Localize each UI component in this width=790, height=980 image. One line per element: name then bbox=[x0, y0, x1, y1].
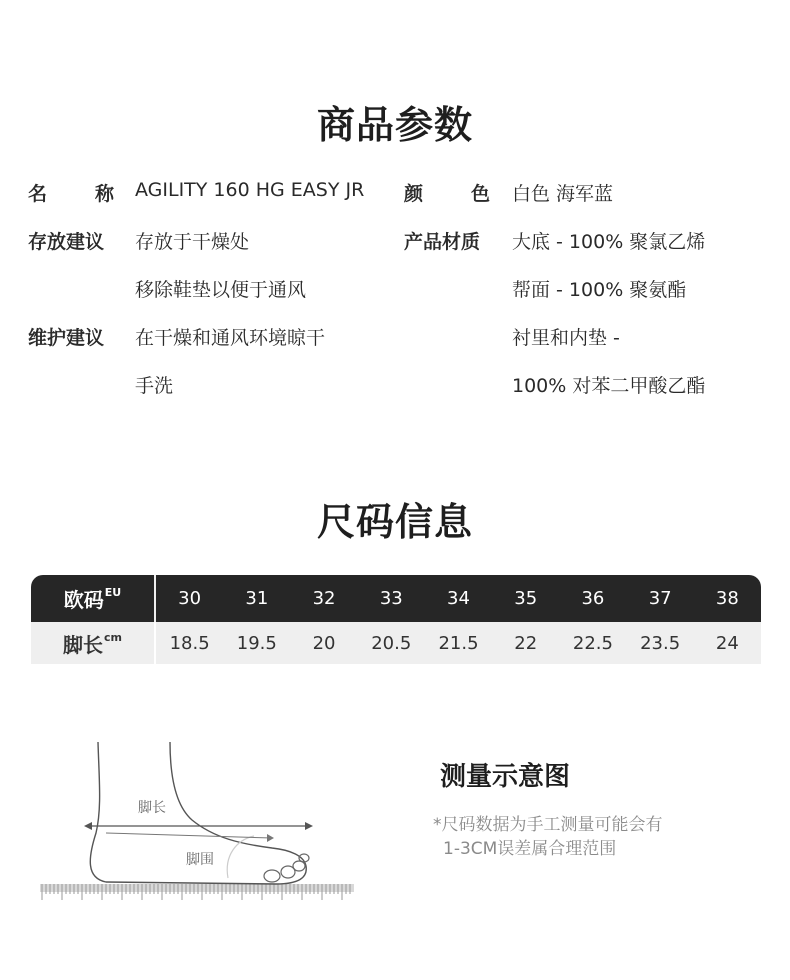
param-value-name: AGILITY 160 HG EASY JR bbox=[135, 179, 365, 201]
size-row-cm-header bbox=[31, 622, 156, 664]
girth-arc bbox=[227, 836, 254, 878]
foot-length-cell: 18.5 bbox=[169, 632, 210, 654]
param-label-material: 产品材质 bbox=[404, 231, 481, 253]
param-label-color-char2: 色 bbox=[470, 183, 490, 205]
size-row-eu bbox=[31, 575, 761, 622]
eu-size-cell: 36 bbox=[581, 588, 605, 609]
product-params-title: 商品参数 bbox=[316, 103, 473, 147]
measure-note-line2: 1-3CM误差属合理范围 bbox=[443, 839, 617, 859]
param-label-storage: 存放建议 bbox=[28, 231, 105, 253]
length-arrow-right bbox=[305, 822, 313, 830]
param-label-care: 维护建议 bbox=[28, 327, 105, 349]
length-arrow-left bbox=[84, 822, 92, 830]
param-label-name-char1: 名 bbox=[28, 183, 48, 205]
cm-unit: cm bbox=[104, 630, 122, 644]
param-value-material-1: 大底 - 100% 聚氯乙烯 bbox=[512, 231, 706, 253]
param-value-storage-2: 移除鞋垫以便于通风 bbox=[135, 279, 307, 301]
toe-1 bbox=[264, 870, 280, 882]
param-value-color: 白色 海军蓝 bbox=[512, 183, 614, 205]
size-info-title: 尺码信息 bbox=[316, 500, 473, 544]
foot-length-cell: 20.5 bbox=[371, 632, 412, 654]
param-value-material-3: 衬里和内垫 - bbox=[512, 327, 620, 349]
param-value-care-1: 在干燥和通风环境晾干 bbox=[135, 327, 326, 349]
param-label-color bbox=[404, 179, 490, 206]
param-label-name bbox=[28, 179, 114, 206]
eu-unit: EU bbox=[104, 586, 122, 599]
size-row-eu-header bbox=[31, 575, 156, 622]
foot-length-cell: 22.5 bbox=[572, 632, 613, 654]
measure-title: 测量示意图 bbox=[440, 762, 571, 792]
foot-length-label: 脚长 bbox=[138, 800, 166, 816]
param-label-name-char2: 称 bbox=[94, 183, 114, 205]
foot-length-cell: 20 bbox=[312, 632, 336, 654]
foot-measure-illustration bbox=[36, 738, 366, 908]
foot-girth-label: 脚围 bbox=[186, 852, 214, 868]
foot-length-cell: 23.5 bbox=[640, 632, 681, 654]
girth-guide-arrow bbox=[267, 834, 274, 842]
foot-length-cells bbox=[156, 622, 761, 664]
ruler-bar bbox=[40, 884, 354, 892]
girth-guide-line bbox=[106, 833, 272, 838]
param-value-material-2: 帮面 - 100% 聚氨酯 bbox=[512, 279, 687, 301]
eu-size-cell: 32 bbox=[312, 588, 336, 609]
eu-size-cell: 38 bbox=[715, 588, 739, 609]
foot-length-cell: 19.5 bbox=[236, 632, 277, 654]
size-row-cm bbox=[31, 622, 761, 664]
measure-note-line1: *尺码数据为手工测量可能会有 bbox=[433, 815, 663, 835]
eu-size-cells bbox=[156, 575, 761, 622]
eu-label: 欧码 bbox=[63, 588, 104, 612]
param-value-storage-1: 存放于干燥处 bbox=[135, 231, 250, 253]
cm-label: 脚长 bbox=[63, 632, 103, 657]
eu-size-cell: 37 bbox=[648, 588, 672, 609]
foot-length-cell: 24 bbox=[715, 632, 739, 654]
size-table bbox=[31, 575, 761, 664]
foot-length-cell: 22 bbox=[514, 632, 538, 654]
param-label-color-char1: 颜 bbox=[404, 183, 424, 205]
eu-size-cell: 35 bbox=[514, 588, 538, 609]
foot-length-cell: 21.5 bbox=[438, 632, 479, 654]
eu-size-cell: 33 bbox=[379, 588, 403, 609]
eu-size-cell: 31 bbox=[245, 588, 269, 609]
param-value-care-2: 手洗 bbox=[135, 375, 174, 397]
eu-size-cell: 30 bbox=[178, 588, 202, 609]
param-value-material-4: 100% 对苯二甲酸乙酯 bbox=[512, 375, 706, 397]
eu-size-cell: 34 bbox=[447, 588, 470, 609]
